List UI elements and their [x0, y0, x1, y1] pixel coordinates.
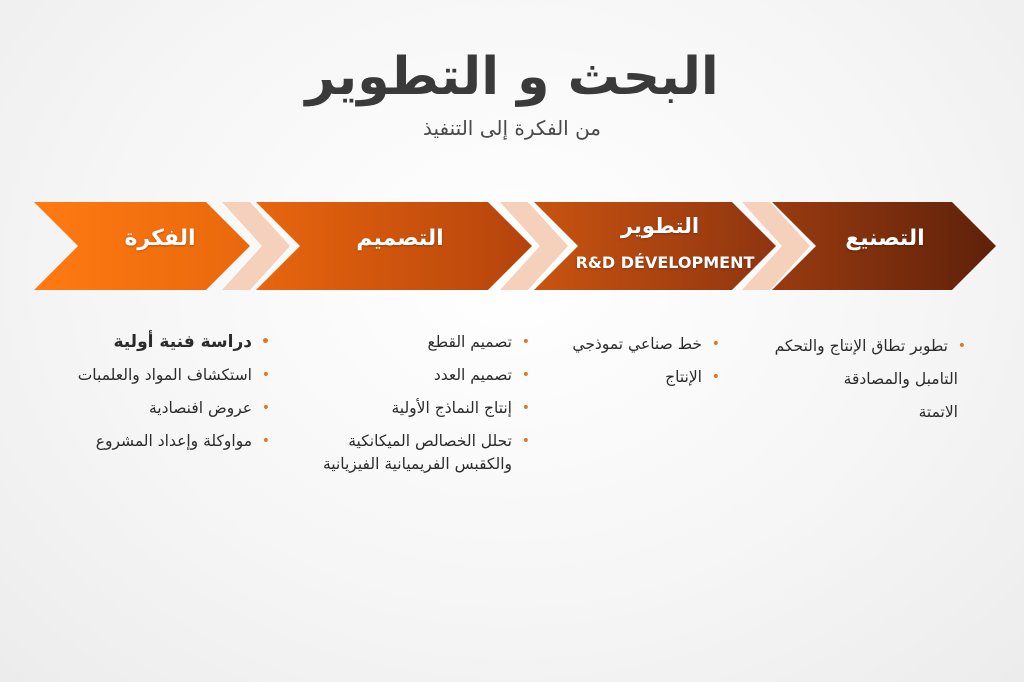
list-item — [540, 334, 720, 355]
page-subtitle: من الفكرة إلى التنفيذ — [422, 116, 602, 140]
list-item-text: تحلل الخصالص الميكانكية — [348, 432, 512, 450]
list-item — [540, 367, 720, 388]
stage-label-development: التطوير — [620, 214, 700, 238]
bullet-icon: • — [521, 433, 530, 449]
list-item-text: الإنتاج — [665, 368, 702, 386]
stage-label-idea: الفكرة — [124, 226, 196, 251]
list-item-text: تطوبر تطاق الإنتاج والتحكم — [774, 337, 948, 355]
list-item-text: الاتمتة — [918, 403, 958, 421]
stage-sublabel-text: R&D DÉVELOPMENT — [575, 253, 755, 272]
page-title: البحث و التطوير — [305, 47, 719, 107]
column-design — [290, 332, 530, 487]
list-item-text: إنتاج النماذج الأولية — [391, 399, 512, 417]
list-item — [740, 336, 966, 357]
list-item-text: دراسة فنية أولية — [113, 332, 252, 352]
list-item — [290, 431, 530, 452]
bullet-icon: • — [521, 334, 530, 350]
list-item-text: التامبل والمصادقة — [843, 370, 958, 388]
bullet-icon: • — [711, 369, 720, 385]
list-item — [30, 398, 270, 419]
stage-sublabel-development — [560, 253, 770, 272]
column-idea — [30, 332, 270, 464]
bullet-icon: • — [261, 334, 270, 350]
column-development — [540, 334, 720, 400]
bullet-icon: • — [261, 367, 270, 383]
stage-label-design: التصميم — [356, 226, 444, 251]
list-item-text: خط صناعي تموذجي — [572, 335, 702, 353]
bullet-icon: • — [521, 367, 530, 383]
stage-label-manufacturing: التصنيع — [845, 226, 925, 251]
list-item — [740, 402, 966, 423]
list-item-text: تصميم العدد — [433, 366, 512, 384]
list-item — [290, 365, 530, 386]
column-manufacturing — [740, 336, 966, 435]
list-item — [740, 369, 966, 390]
list-item-continuation — [290, 454, 530, 475]
list-item — [290, 332, 530, 353]
list-item — [30, 431, 270, 452]
bullet-icon: • — [711, 336, 720, 352]
list-item-text: عروض افنصادية — [148, 399, 252, 417]
list-item — [30, 332, 270, 353]
list-item-text: تصميم القطع — [427, 333, 512, 351]
list-item-text: مواوكلة وإعداد المشروع — [95, 432, 252, 450]
bullet-icon: • — [521, 400, 530, 416]
list-item-text: والكقبس الفريميانية الفيزيانية — [322, 455, 512, 473]
list-item — [30, 365, 270, 386]
bullet-icon: • — [261, 433, 270, 449]
bullet-icon: • — [261, 400, 270, 416]
list-item-text: استكشاف المواد والعلمبات — [77, 366, 252, 384]
bullet-icon: • — [957, 338, 966, 354]
list-item — [290, 398, 530, 419]
